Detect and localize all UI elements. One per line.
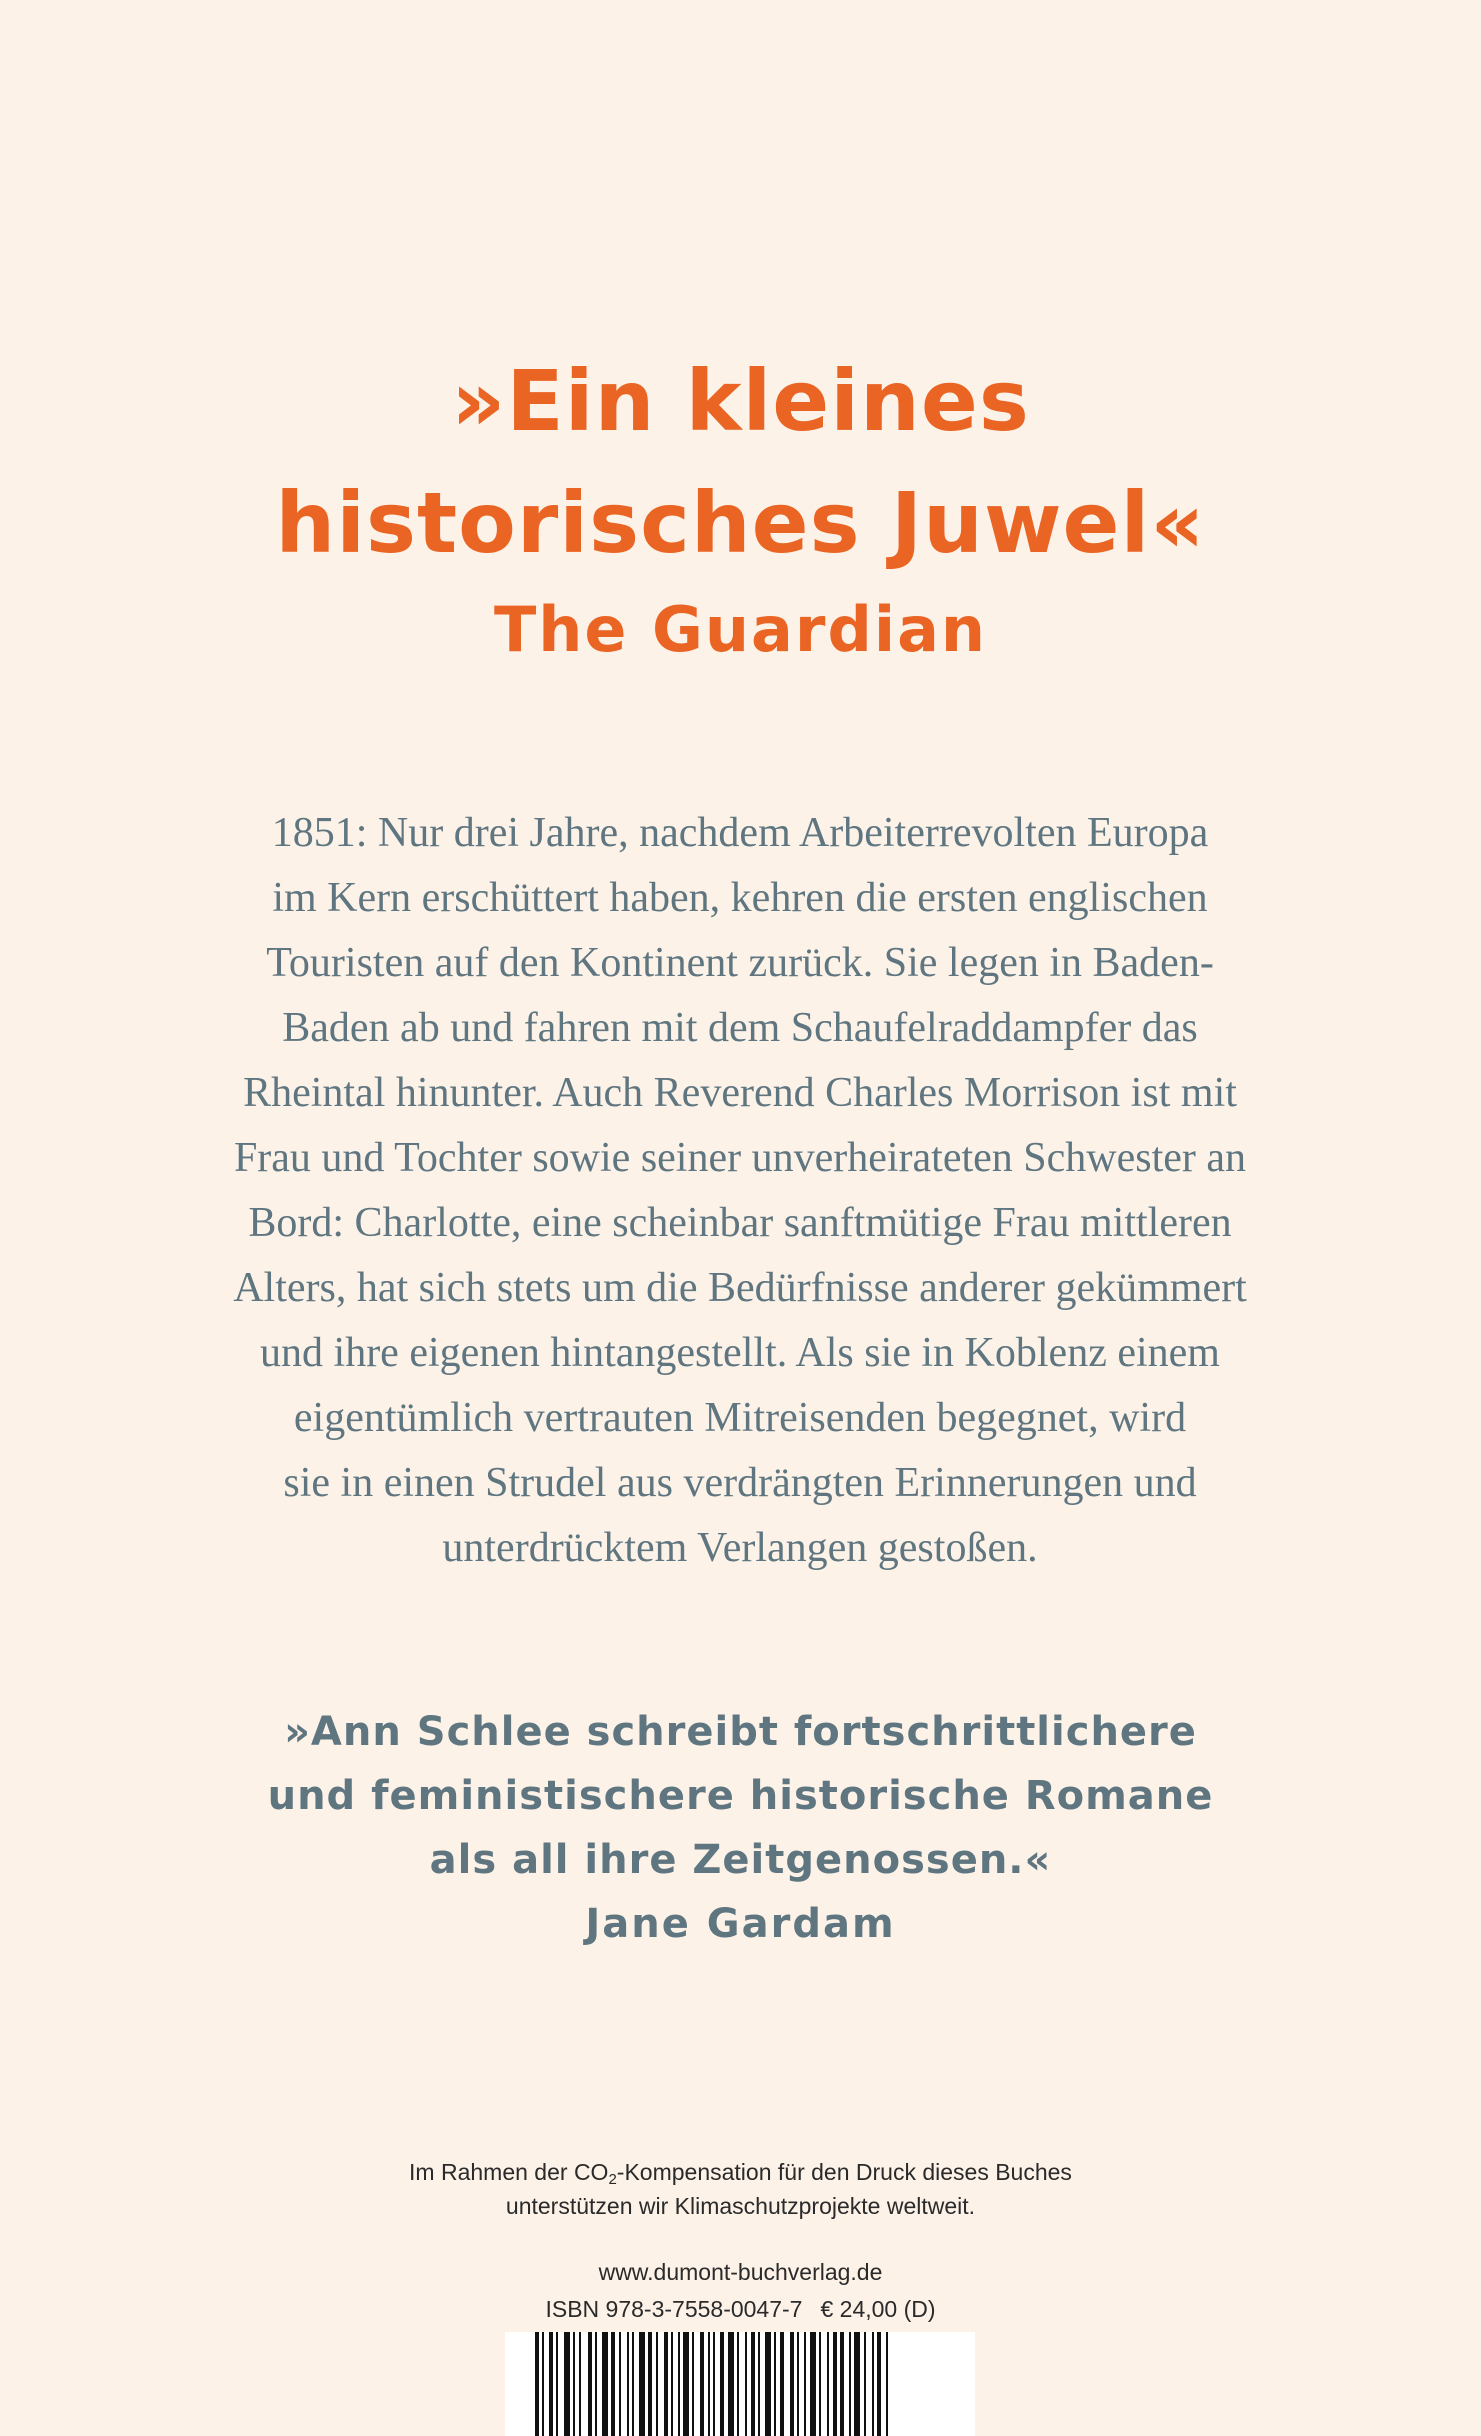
second-quote-line: »Ann Schlee schreibt fortschrittlichere xyxy=(284,1709,1197,1755)
barcode xyxy=(505,2332,975,2436)
barcode-bar xyxy=(810,2332,816,2436)
barcode-bar xyxy=(595,2332,597,2436)
barcode-bar xyxy=(573,2332,575,2436)
barcode-bar xyxy=(774,2332,776,2436)
barcode-bar xyxy=(602,2332,608,2436)
co2-subscript: 2 xyxy=(608,2171,617,2188)
main-quote-line: historisches Juwel« xyxy=(275,474,1206,572)
barcode-bar xyxy=(664,2332,668,2436)
barcode-bar xyxy=(765,2332,771,2436)
barcode-bar xyxy=(728,2332,734,2436)
barcode-bar xyxy=(671,2332,673,2436)
barcode-bar xyxy=(758,2332,760,2436)
barcode-bar xyxy=(833,2332,837,2436)
blurb-line: 1851: Nur drei Jahre, nachdem Arbeiterrevolten Europa xyxy=(271,810,1209,856)
barcode-bar xyxy=(708,2332,710,2436)
second-quote-source: Jane Gardam xyxy=(585,1901,896,1947)
blurb-line: Bord: Charlotte, eine scheinbar sanftmütige Frau mittleren xyxy=(248,1200,1232,1246)
barcode-bar xyxy=(700,2332,704,2436)
barcode-bar xyxy=(886,2332,888,2436)
barcode-bar xyxy=(549,2332,553,2436)
barcode-bar xyxy=(542,2332,544,2436)
barcode-bar xyxy=(535,2332,539,2436)
barcode-bar xyxy=(827,2332,829,2436)
barcode-bar xyxy=(872,2332,874,2436)
blurb-line: unterdrücktem Verlangen gestoßen. xyxy=(442,1525,1038,1571)
blurb-line: Alters, hat sich stets um die Bedürfnisse anderer gekümmert xyxy=(233,1265,1247,1311)
co2-text-pre: Im Rahmen der CO xyxy=(409,2159,609,2185)
second-quote-line: und feministischere historische Romane xyxy=(267,1773,1214,1819)
barcode-bar xyxy=(713,2332,715,2436)
barcode-bar xyxy=(564,2332,570,2436)
barcode-bar xyxy=(790,2332,794,2436)
barcode-bar xyxy=(579,2332,581,2436)
barcode-bar xyxy=(819,2332,821,2436)
co2-text-post: -Kompensation für den Druck dieses Buches xyxy=(616,2159,1072,2185)
barcode-bar xyxy=(648,2332,652,2436)
blurb-line: im Kern erschüttert haben, kehren die ersten englischen xyxy=(272,875,1208,921)
isbn-number: ISBN 978-3-7558-0047-7 xyxy=(545,2296,803,2322)
barcode-bar xyxy=(692,2332,694,2436)
barcode-bar xyxy=(639,2332,645,2436)
barcode-graphic xyxy=(505,2332,975,2436)
barcode-bar xyxy=(611,2332,615,2436)
barcode-bar xyxy=(804,2332,806,2436)
blurb-line: eigentümlich vertrauten Mitreisenden begegnet, wird xyxy=(293,1395,1187,1441)
barcode-bar xyxy=(854,2332,860,2436)
barcode-bar xyxy=(678,2332,680,2436)
isbn-price-row xyxy=(0,2292,1481,2326)
second-quote-line: als all ihre Zeitgenossen.« xyxy=(429,1837,1052,1883)
publisher-website: www.dumont-buchverlag.de xyxy=(598,2259,883,2285)
barcode-bar xyxy=(780,2332,784,2436)
barcode-bar xyxy=(840,2332,844,2436)
barcode-bar xyxy=(683,2332,689,2436)
barcode-bar xyxy=(797,2332,799,2436)
barcode-bar xyxy=(877,2332,881,2436)
blurb-line: Rheintal hinunter. Auch Reverend Charles Morrison ist mit xyxy=(243,1070,1237,1116)
blurb-text xyxy=(140,801,1340,1581)
blurb-line: und ihre eigenen hintangestellt. Als sie in Koblenz einem xyxy=(260,1330,1220,1376)
main-quote-line: »Ein kleines xyxy=(451,352,1030,450)
barcode-bar xyxy=(619,2332,621,2436)
barcode-bar xyxy=(627,2332,629,2436)
blurb-line: Touristen auf den Kontinent zurück. Sie legen in Baden- xyxy=(266,940,1214,986)
barcode-bar xyxy=(720,2332,724,2436)
barcode-bar xyxy=(632,2332,634,2436)
co2-line-2: unterstützen wir Klimaschutzprojekte weltweit. xyxy=(505,2193,976,2219)
main-quote-source: The Guardian xyxy=(493,593,988,666)
blurb-line: sie in einen Strudel aus verdrängten Erinnerungen und xyxy=(283,1460,1197,1506)
price: € 24,00 (D) xyxy=(820,2296,936,2322)
barcode-bar xyxy=(556,2332,558,2436)
main-quote xyxy=(0,340,1481,584)
barcode-bar xyxy=(588,2332,592,2436)
barcode-bar xyxy=(864,2332,866,2436)
co2-notice xyxy=(0,2155,1481,2223)
barcode-bar xyxy=(737,2332,739,2436)
blurb-line: Baden ab und fahren mit dem Schaufelraddampfer das xyxy=(282,1005,1198,1051)
second-quote xyxy=(0,1700,1481,1892)
barcode-bar xyxy=(751,2332,755,2436)
barcode-bar xyxy=(656,2332,658,2436)
co2-line-1 xyxy=(0,2155,1481,2189)
blurb-line: Frau und Tochter sowie seiner unverheirateten Schwester an xyxy=(233,1135,1247,1181)
barcode-bar xyxy=(745,2332,747,2436)
barcode-bar xyxy=(849,2332,851,2436)
